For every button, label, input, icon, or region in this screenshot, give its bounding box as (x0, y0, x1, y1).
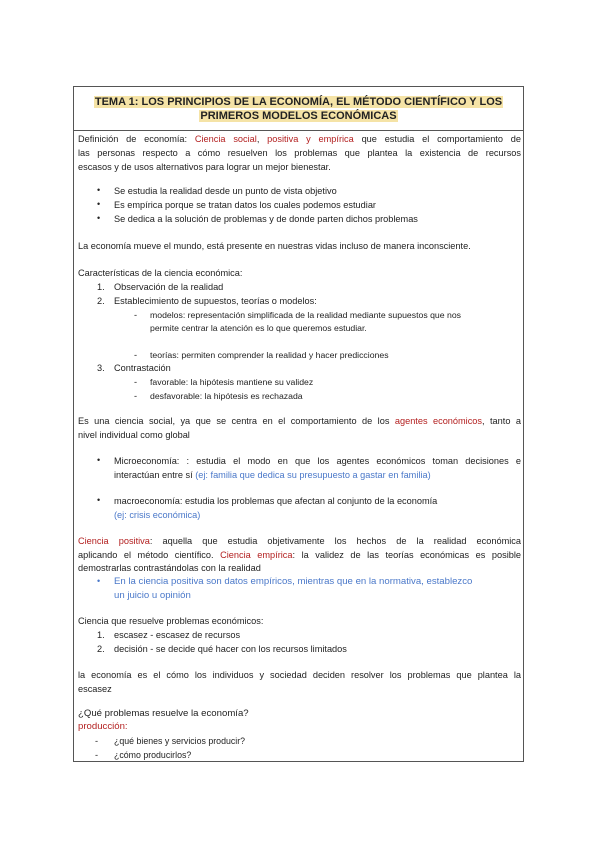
list-number: 1. (97, 282, 105, 292)
problem-item: decisión - se decide qué hacer con los recursos limitados (114, 644, 347, 654)
dash-marker: - (95, 750, 99, 760)
positive-line-1: Ciencia positiva: aquella que estudia objetivamente los hechos de la realidad económica (78, 536, 521, 546)
title-line-2: PRIMEROS MODELOS ECONÓMICAS (200, 110, 397, 122)
favorable-item: favorable: la hipótesis mantiene su validez (150, 377, 314, 387)
bullet-icon: • (97, 455, 101, 465)
term-positive-empirical: positiva y empírica (267, 134, 354, 144)
models-line-2: permite centrar la atención es lo que queremos estudiar. (150, 323, 367, 333)
bullet-icon: • (97, 185, 101, 195)
questions-heading: ¿Qué problemas resuelve la economía? (78, 708, 249, 719)
term-economic-agents: agentes económicos (394, 416, 483, 426)
dash-marker: - (95, 736, 99, 746)
list-number: 2. (97, 644, 105, 654)
society-line-2: escasez (78, 684, 112, 694)
dash-marker: - (134, 310, 138, 320)
bullet-icon: • (97, 576, 101, 586)
list-number: 2. (97, 296, 105, 306)
definition-line-3: escasos y de usos alternativos para lograr un mejor bienestar. (78, 162, 331, 172)
title-cell (74, 87, 523, 131)
social-line-1: Es una ciencia social, ya que se centra en el comportamiento de los agentes económicos, tanto a (78, 416, 521, 426)
problems-heading: Ciencia que resuelve problemas económicos: (78, 616, 264, 626)
production-label: producción: (78, 721, 128, 732)
problem-item: escasez - escasez de recursos (114, 630, 241, 640)
micro-line-1: Microeconomía: : estudia el modo en que los agentes económicos toman decisiones e (114, 456, 521, 466)
characteristic-item: Establecimiento de supuestos, teorías o modelos: (114, 296, 317, 306)
unfavorable-item: desfavorable: la hipótesis es rechazada (150, 391, 303, 401)
micro-example: (ej: familia que dedica su presupuesto a gastar en familia) (195, 470, 431, 480)
macro-line-1: macroeconomía: estudia los problemas que afectan al conjunto de la economía (114, 496, 438, 506)
bullet-icon: • (97, 199, 101, 209)
economy-moves-world: La economía mueve el mundo, está presente en nuestras vidas incluso de manera inconsciente. (78, 241, 471, 251)
positive-note-2: un juicio u opinión (114, 590, 191, 601)
characteristic-item: Contrastación (114, 363, 171, 373)
macro-example: (ej: crisis económica) (114, 510, 201, 520)
bullet-item: Es empírica porque se tratan datos los cuales podemos estudiar (114, 200, 376, 210)
positive-line-3: demostrarlas contrastándolas con la realidad (78, 563, 261, 573)
bullet-item: Se estudia la realidad desde un punto de vista objetivo (114, 186, 337, 196)
bullet-icon: • (97, 213, 101, 223)
dash-marker: - (134, 391, 138, 401)
positive-note-1: En la ciencia positiva son datos empíricos, mientras que en la normativa, establezco (114, 576, 473, 587)
models-line-1: modelos: representación simplificada de la realidad mediante supuestos que nos (150, 310, 462, 320)
theories-item: teorías: permiten comprender la realidad y hacer predicciones (150, 350, 389, 360)
question-item: ¿qué bienes y servicios producir? (114, 736, 246, 746)
dash-marker: - (134, 350, 138, 360)
term-empirical-science: Ciencia empírica (220, 550, 293, 560)
definition-line-1: Definición de economía: Ciencia social, positiva y empírica que estudia el comportamiento de (78, 134, 521, 144)
bullet-icon: • (97, 495, 101, 505)
title-line-1: TEMA 1: LOS PRINCIPIOS DE LA ECONOMÍA, EL MÉTODO CIENTÍFICO Y LOS (94, 96, 503, 108)
definition-line-2: las personas respecto a cómo resuelven los problemas que plantea la existencia de recursos (78, 148, 521, 158)
characteristic-item: Observación de la realidad (114, 282, 224, 292)
characteristics-heading: Características de la ciencia económica: (78, 268, 243, 278)
question-item: ¿cómo producirlos? (114, 750, 192, 760)
micro-line-2: interactúan entre sí (ej: familia que dedica su presupuesto a gastar en familia) (114, 470, 431, 480)
list-number: 1. (97, 630, 105, 640)
dash-marker: - (134, 377, 138, 387)
term-social-science: Ciencia social (194, 134, 257, 144)
social-line-2: nivel individual como global (78, 430, 190, 440)
society-line-1: la economía es el cómo los individuos y sociedad deciden resolver los problemas que plantea la (78, 670, 521, 680)
positive-line-2: aplicando el método científico. Ciencia empírica: la validez de las teorías económicas es posible (78, 550, 521, 560)
list-number: 3. (97, 363, 105, 373)
term-positive-science: Ciencia positiva (78, 536, 150, 546)
bullet-item: Se dedica a la solución de problemas y de donde parten dichos problemas (114, 214, 418, 224)
